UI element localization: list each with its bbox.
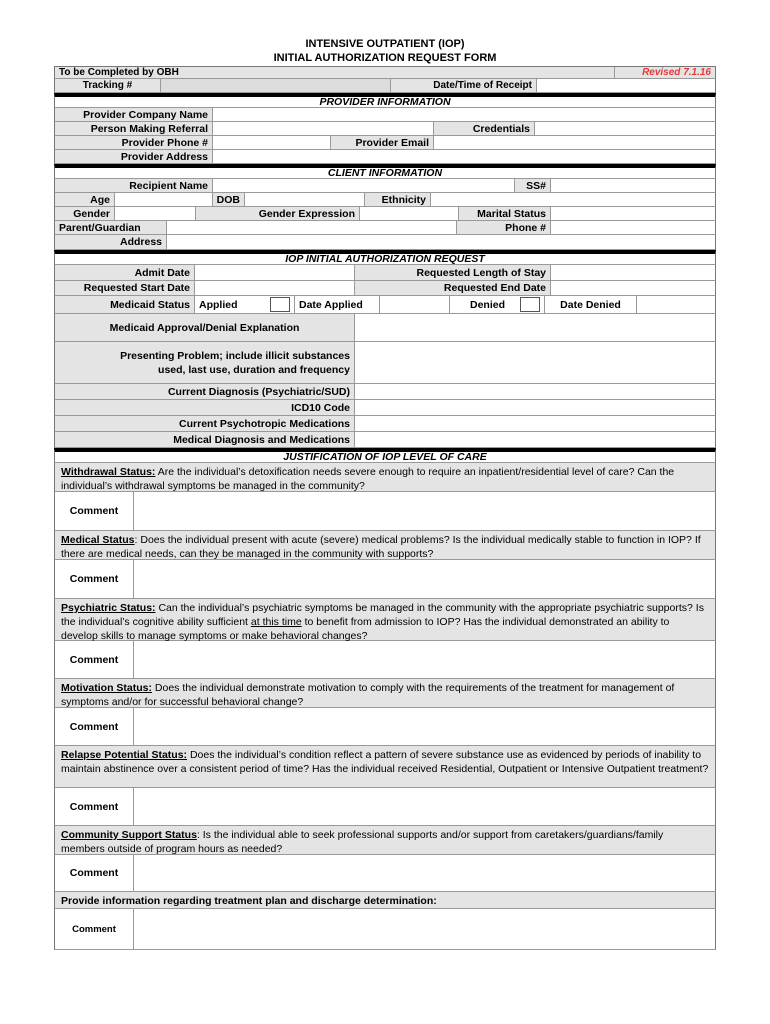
medical-comment-label: Comment	[55, 560, 134, 598]
motivation-comment-row	[54, 708, 716, 746]
presenting-problem-field[interactable]	[355, 342, 715, 383]
gender-expression-field[interactable]	[360, 207, 459, 220]
ethnicity-label: Ethnicity	[365, 193, 431, 206]
date-time-receipt-label: Date/Time of Receipt	[391, 79, 537, 92]
community-title: Community Support Status	[61, 829, 197, 841]
start-date-field[interactable]	[195, 281, 355, 295]
client-phone-label: Phone #	[457, 221, 551, 234]
icd10-field[interactable]	[355, 400, 715, 415]
referral-row	[54, 122, 716, 136]
parent-guardian-label: Parent/Guardian	[55, 221, 167, 234]
credentials-field[interactable]	[535, 122, 715, 135]
admit-date-label: Admit Date	[55, 265, 195, 280]
medical-text: : Does the individual present with acute (severe) medical problems? Is the individual medically stable to function in IOP? If there are medical needs, can they be managed in the community with supports?	[61, 534, 701, 560]
psychiatric-text-a: Can the individual’s psychiatric symptoms be managed in the community with the appropriate psychiatric supports? Is the individual’s cognitive ability sufficient	[61, 602, 704, 628]
relapse-comment-field[interactable]	[134, 788, 715, 825]
justification-section-header	[54, 448, 716, 463]
motivation-comment-field[interactable]	[134, 708, 715, 745]
provider-company-row	[54, 108, 716, 122]
length-of-stay-field[interactable]	[551, 265, 715, 280]
client-section-title: CLIENT INFORMATION	[55, 168, 715, 178]
psychotropic-label: Current Psychotropic Medications	[55, 416, 355, 431]
client-phone-field[interactable]	[551, 221, 715, 234]
relapse-question	[54, 746, 716, 788]
presenting-problem-line2: used, last use, duration and frequency	[158, 363, 350, 376]
provider-phone-row	[54, 136, 716, 150]
authorization-form	[54, 66, 716, 950]
icd10-label: ICD10 Code	[55, 400, 355, 415]
ethnicity-field[interactable]	[431, 193, 715, 206]
approval-explanation-label: Medicaid Approval/Denial Explanation	[55, 314, 355, 341]
justification-section-title: JUSTIFICATION OF IOP LEVEL OF CARE	[55, 452, 715, 462]
revised-label: Revised 7.1.16	[615, 67, 715, 78]
motivation-text: Does the individual demonstrate motivation to comply with the requirements of the treatment for management of symptoms and/or for successful behavioral change?	[61, 682, 675, 708]
recipient-row	[54, 179, 716, 193]
psychotropic-field[interactable]	[355, 416, 715, 431]
obh-row	[54, 66, 716, 79]
applied-label: Applied	[199, 298, 238, 311]
dob-label: DOB	[213, 193, 245, 206]
marital-status-field[interactable]	[551, 207, 715, 220]
start-end-row	[54, 281, 716, 296]
medical-comment-field[interactable]	[134, 560, 715, 598]
withdrawal-comment-field[interactable]	[134, 492, 715, 530]
treatment-plan-comment-label: Comment	[55, 909, 134, 949]
medical-dx-row	[54, 432, 716, 448]
denied-option[interactable]	[450, 296, 545, 313]
psychiatric-text-underlined: at this time	[250, 616, 302, 628]
request-section-title: IOP INITIAL AUTHORIZATION REQUEST	[55, 254, 715, 264]
community-comment-field[interactable]	[134, 855, 715, 891]
age-field[interactable]	[115, 193, 213, 206]
gender-label: Gender	[55, 207, 115, 220]
treatment-plan-comment-field[interactable]	[134, 909, 715, 949]
admit-row	[54, 265, 716, 281]
provider-address-label: Provider Address	[55, 150, 213, 163]
medicaid-row	[54, 296, 716, 314]
applied-checkbox[interactable]	[270, 297, 290, 312]
community-question	[54, 826, 716, 855]
form-title-line1: INTENSIVE OUTPATIENT (IOP)	[305, 38, 465, 50]
gender-field[interactable]	[115, 207, 196, 220]
relapse-text: Does the individual’s condition reflect a pattern of severe substance use as evidenced by periods of inability to maintain abstinence over a consistent period of time? Has the individual received Residential, Outpatient or Intensive Outpatient treatment?	[61, 749, 709, 775]
motivation-comment-label: Comment	[55, 708, 134, 745]
treatment-plan-comment-row	[54, 909, 716, 950]
date-denied-label: Date Denied	[545, 296, 637, 313]
relapse-comment-row	[54, 788, 716, 826]
psychiatric-comment-field[interactable]	[134, 641, 715, 678]
medicaid-status-label: Medicaid Status	[55, 296, 195, 313]
gender-row	[54, 207, 716, 221]
provider-address-row	[54, 150, 716, 164]
request-section-header	[54, 250, 716, 265]
psychiatric-comment-row	[54, 641, 716, 679]
medical-dx-field[interactable]	[355, 432, 715, 447]
withdrawal-text: Are the individual’s detoxification needs severe enough to require an inpatient/residential level of care? Can the individual’s withdrawal symptoms be managed in the community?	[61, 466, 675, 492]
provider-address-field[interactable]	[213, 150, 715, 163]
client-address-label: Address	[55, 235, 167, 249]
treatment-plan-question: Provide information regarding treatment plan and discharge determination:	[54, 892, 716, 909]
guardian-row	[54, 221, 716, 235]
parent-guardian-field[interactable]	[167, 221, 457, 234]
provider-section-title: PROVIDER INFORMATION	[55, 97, 715, 107]
community-comment-row	[54, 855, 716, 892]
recipient-name-field[interactable]	[213, 179, 515, 192]
provider-email-field[interactable]	[434, 136, 715, 149]
diagnosis-label: Current Diagnosis (Psychiatric/SUD)	[55, 384, 355, 399]
tracking-row	[54, 79, 716, 93]
marital-status-label: Marital Status	[459, 207, 551, 220]
withdrawal-comment-label: Comment	[55, 492, 134, 530]
completed-by-label: To be Completed by OBH	[55, 67, 615, 78]
start-date-label: Requested Start Date	[55, 281, 195, 295]
applied-option[interactable]	[195, 296, 295, 313]
gender-expression-label: Gender Expression	[196, 207, 360, 220]
end-date-label: Requested End Date	[355, 281, 551, 295]
motivation-title: Motivation Status:	[61, 682, 152, 694]
age-row	[54, 193, 716, 207]
diagnosis-row	[54, 384, 716, 400]
withdrawal-comment-row	[54, 492, 716, 531]
recipient-name-label: Recipient Name	[55, 179, 213, 192]
approval-explanation-field[interactable]	[355, 314, 715, 341]
icd10-row	[54, 400, 716, 416]
motivation-question	[54, 679, 716, 708]
provider-phone-label: Provider Phone #	[55, 136, 213, 149]
client-address-row	[54, 235, 716, 250]
tracking-label: Tracking #	[55, 79, 161, 92]
psychiatric-text-b: to benefit from admission to IOP? Has the individual demonstrated an ability to develop skills to manage symptoms or make behavioral changes?	[61, 616, 670, 642]
diagnosis-field[interactable]	[355, 384, 715, 399]
provider-company-label: Provider Company Name	[55, 108, 213, 121]
approval-explanation-row	[54, 314, 716, 342]
medical-question	[54, 531, 716, 560]
presenting-problem-line1: Presenting Problem; include illicit substances	[120, 349, 350, 362]
client-address-field[interactable]	[167, 235, 715, 249]
admit-date-field[interactable]	[195, 265, 355, 280]
denied-checkbox[interactable]	[520, 297, 540, 312]
psychiatric-title: Psychiatric Status:	[61, 602, 156, 614]
psychotropic-row	[54, 416, 716, 432]
denied-label: Denied	[470, 298, 506, 311]
date-applied-field[interactable]	[380, 296, 450, 313]
length-of-stay-label: Requested Length of Stay	[355, 265, 551, 280]
presenting-problem-row	[54, 342, 716, 384]
medical-comment-row	[54, 560, 716, 599]
community-text: : Is the individual able to seek professional supports and/or support from caretakers/guardians/family members outside of program hours as needed?	[61, 829, 664, 855]
withdrawal-title: Withdrawal Status:	[61, 466, 156, 478]
withdrawal-question	[54, 463, 716, 492]
end-date-field[interactable]	[551, 281, 715, 295]
form-title-line2: INITIAL AUTHORIZATION REQUEST FORM	[273, 52, 497, 64]
provider-email-label: Provider Email	[331, 136, 434, 149]
psychiatric-comment-label: Comment	[55, 641, 134, 678]
ss-field[interactable]	[551, 179, 715, 192]
provider-phone-field[interactable]	[213, 136, 331, 149]
date-time-receipt-field[interactable]	[537, 79, 715, 92]
date-applied-label: Date Applied	[295, 296, 380, 313]
referral-field[interactable]	[213, 122, 434, 135]
medical-title: Medical Status	[61, 534, 135, 546]
medical-dx-label: Medical Diagnosis and Medications	[55, 432, 355, 447]
relapse-title: Relapse Potential Status:	[61, 749, 188, 761]
date-denied-field[interactable]	[637, 296, 715, 313]
tracking-field[interactable]	[161, 79, 391, 92]
ss-label: SS#	[515, 179, 551, 192]
dob-field[interactable]	[245, 193, 365, 206]
provider-section-header	[54, 93, 716, 108]
provider-company-field[interactable]	[213, 108, 715, 121]
client-section-header	[54, 164, 716, 179]
credentials-label: Credentials	[434, 122, 535, 135]
psychiatric-question	[54, 599, 716, 641]
age-label: Age	[55, 193, 115, 206]
relapse-comment-label: Comment	[55, 788, 134, 825]
referral-label: Person Making Referral	[55, 122, 213, 135]
presenting-problem-label	[55, 342, 355, 383]
community-comment-label: Comment	[55, 855, 134, 891]
